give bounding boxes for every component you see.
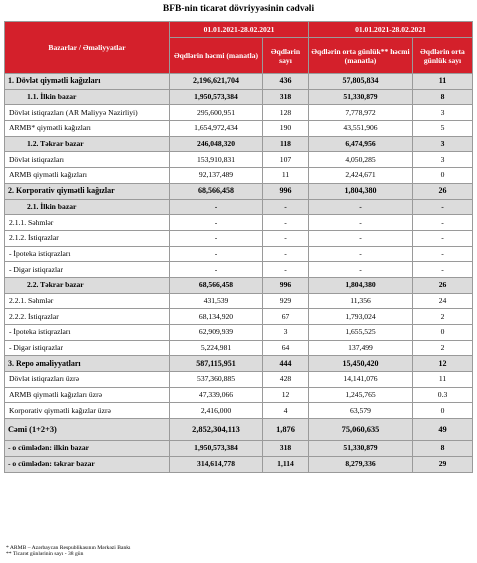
- table-row: [5, 309, 473, 325]
- cell-avg-volume: 137,499: [309, 340, 413, 356]
- header-count: Əqdlərin sayı: [263, 38, 309, 74]
- cell-count: 3: [263, 325, 309, 341]
- cell-avg-volume: 7,778,972: [309, 105, 413, 121]
- table-row: [5, 121, 473, 137]
- cell-volume: 587,115,951: [170, 356, 263, 372]
- table-row: [5, 199, 473, 215]
- row-label: 2.1.2. İstiqrazlar: [5, 230, 170, 246]
- cell-count: 4: [263, 403, 309, 419]
- cell-avg-volume: 6,474,956: [309, 136, 413, 152]
- row-label: - Digər istiqrazlar: [5, 340, 170, 356]
- table-row: [5, 419, 473, 441]
- cell-avg-volume: 57,805,834: [309, 74, 413, 90]
- cell-volume: 153,910,831: [170, 152, 263, 168]
- row-label: 1. Dövlət qiymətli kağızları: [5, 74, 170, 90]
- cell-count: 67: [263, 309, 309, 325]
- header-avg-count: Əqdlərin orta günlük sayı: [413, 38, 473, 74]
- cell-avg-volume: 1,245,765: [309, 387, 413, 403]
- row-label: ARMB* qiymətli kağızları: [5, 121, 170, 137]
- row-label: Korporativ qiymətli kağızlar üzrə: [5, 403, 170, 419]
- cell-avg-count: 5: [413, 121, 473, 137]
- header-period-1: 01.01.2021-28.02.2021: [170, 22, 309, 38]
- cell-avg-count: 29: [413, 456, 473, 472]
- table-row: [5, 325, 473, 341]
- cell-count: -: [263, 215, 309, 231]
- cell-avg-volume: 1,793,024: [309, 309, 413, 325]
- cell-count: 64: [263, 340, 309, 356]
- cell-avg-count: -: [413, 215, 473, 231]
- cell-count: 996: [263, 277, 309, 293]
- header-volume: Əqdlərin həcmi (manatla): [170, 38, 263, 74]
- header-label: Bazarlar / Əməliyyatlar: [5, 22, 170, 74]
- cell-volume: 295,600,951: [170, 105, 263, 121]
- cell-avg-count: 0: [413, 168, 473, 184]
- cell-volume: 2,416,000: [170, 403, 263, 419]
- row-label: ARMB qiymətli kağızları üzrə: [5, 387, 170, 403]
- cell-avg-volume: 14,141,076: [309, 372, 413, 388]
- cell-avg-count: 3: [413, 136, 473, 152]
- table-row: [5, 441, 473, 457]
- cell-avg-count: 0.3: [413, 387, 473, 403]
- cell-volume: -: [170, 246, 263, 262]
- cell-avg-count: -: [413, 262, 473, 278]
- cell-volume: 92,137,489: [170, 168, 263, 184]
- table-row: [5, 89, 473, 105]
- cell-avg-count: 8: [413, 89, 473, 105]
- cell-avg-volume: -: [309, 262, 413, 278]
- cell-volume: 2,196,621,704: [170, 74, 263, 90]
- cell-avg-volume: 8,279,336: [309, 456, 413, 472]
- cell-count: 128: [263, 105, 309, 121]
- cell-avg-volume: -: [309, 246, 413, 262]
- footnote-days: ** Ticarət günlərinin sayı - 38 gün: [6, 551, 84, 557]
- cell-volume: 62,909,939: [170, 325, 263, 341]
- table-row: [5, 152, 473, 168]
- cell-avg-volume: -: [309, 230, 413, 246]
- cell-volume: 2,852,304,113: [170, 419, 263, 441]
- cell-avg-volume: 1,655,525: [309, 325, 413, 341]
- cell-count: 12: [263, 387, 309, 403]
- cell-count: 444: [263, 356, 309, 372]
- cell-count: 1,114: [263, 456, 309, 472]
- table-row: [5, 387, 473, 403]
- table-row: [5, 356, 473, 372]
- cell-volume: 1,950,573,384: [170, 89, 263, 105]
- cell-volume: 314,614,778: [170, 456, 263, 472]
- table-row: [5, 74, 473, 90]
- cell-avg-volume: 11,356: [309, 293, 413, 309]
- cell-avg-volume: 75,060,635: [309, 419, 413, 441]
- cell-avg-count: 3: [413, 105, 473, 121]
- cell-avg-count: 8: [413, 441, 473, 457]
- table-body: [5, 74, 473, 473]
- row-label: 1.2. Təkrar bazar: [5, 136, 170, 152]
- cell-avg-count: 11: [413, 372, 473, 388]
- cell-volume: -: [170, 262, 263, 278]
- row-label: - o cümlədən: ilkin bazar: [5, 441, 170, 457]
- cell-count: -: [263, 262, 309, 278]
- cell-avg-count: 0: [413, 403, 473, 419]
- cell-avg-volume: 2,424,671: [309, 168, 413, 184]
- cell-avg-volume: 1,804,380: [309, 183, 413, 199]
- row-label: Dövlət istiqrazları üzrə: [5, 372, 170, 388]
- cell-avg-count: 26: [413, 277, 473, 293]
- cell-volume: 68,566,458: [170, 277, 263, 293]
- cell-count: 318: [263, 441, 309, 457]
- table-row: [5, 168, 473, 184]
- row-label: - o cümlədən: təkrar bazar: [5, 456, 170, 472]
- cell-volume: 246,048,320: [170, 136, 263, 152]
- cell-volume: 47,339,066: [170, 387, 263, 403]
- table-row: [5, 293, 473, 309]
- table-row: [5, 183, 473, 199]
- row-label: 2.1. İlkin bazar: [5, 199, 170, 215]
- row-label: 2. Korporativ qiymətli kağızlar: [5, 183, 170, 199]
- cell-avg-volume: 51,330,879: [309, 89, 413, 105]
- row-label: - Digər istiqrazlar: [5, 262, 170, 278]
- cell-avg-count: 2: [413, 309, 473, 325]
- cell-volume: 537,360,885: [170, 372, 263, 388]
- cell-volume: -: [170, 230, 263, 246]
- row-label: 2.2. Təkrar bazar: [5, 277, 170, 293]
- cell-avg-volume: 4,050,285: [309, 152, 413, 168]
- cell-avg-count: 12: [413, 356, 473, 372]
- cell-avg-count: 11: [413, 74, 473, 90]
- cell-count: 190: [263, 121, 309, 137]
- row-label: 2.1.1. Səhmlər: [5, 215, 170, 231]
- cell-avg-count: 3: [413, 152, 473, 168]
- cell-avg-count: 2: [413, 340, 473, 356]
- row-label: - İpoteka istiqrazları: [5, 246, 170, 262]
- table-row: [5, 246, 473, 262]
- cell-volume: 5,224,981: [170, 340, 263, 356]
- cell-count: 436: [263, 74, 309, 90]
- cell-avg-count: -: [413, 199, 473, 215]
- cell-volume: 68,566,458: [170, 183, 263, 199]
- row-label: 2.2.2. İstiqrazlar: [5, 309, 170, 325]
- cell-avg-count: 49: [413, 419, 473, 441]
- cell-volume: -: [170, 215, 263, 231]
- cell-avg-count: -: [413, 246, 473, 262]
- table-row: [5, 340, 473, 356]
- cell-avg-volume: 1,804,380: [309, 277, 413, 293]
- row-label: - İpoteka istiqrazları: [5, 325, 170, 341]
- cell-volume: 68,134,920: [170, 309, 263, 325]
- cell-count: 318: [263, 89, 309, 105]
- cell-avg-volume: 15,450,420: [309, 356, 413, 372]
- table-row: [5, 456, 473, 472]
- table-row: [5, 215, 473, 231]
- table-row: [5, 277, 473, 293]
- row-label: ARMB qiymətli kağızları: [5, 168, 170, 184]
- cell-count: 929: [263, 293, 309, 309]
- cell-avg-volume: 43,551,906: [309, 121, 413, 137]
- row-label: Dövlət istiqrazları (AR Maliyyə Nazirliyi): [5, 105, 170, 121]
- cell-count: 1,876: [263, 419, 309, 441]
- cell-avg-count: 24: [413, 293, 473, 309]
- row-label: 3. Repo əməliyyatları: [5, 356, 170, 372]
- cell-avg-count: -: [413, 230, 473, 246]
- table-row: [5, 403, 473, 419]
- cell-count: 428: [263, 372, 309, 388]
- cell-count: -: [263, 230, 309, 246]
- cell-avg-count: 0: [413, 325, 473, 341]
- cell-avg-volume: 51,330,879: [309, 441, 413, 457]
- cell-volume: 1,654,972,434: [170, 121, 263, 137]
- cell-count: -: [263, 199, 309, 215]
- cell-volume: -: [170, 199, 263, 215]
- footnote-armb: * ARMB – Azərbaycan Respublikasının Mərkəzi Bankı: [6, 545, 131, 551]
- cell-volume: 431,539: [170, 293, 263, 309]
- table-row: [5, 372, 473, 388]
- cell-avg-volume: -: [309, 199, 413, 215]
- cell-count: -: [263, 246, 309, 262]
- table-row: [5, 230, 473, 246]
- cell-count: 11: [263, 168, 309, 184]
- cell-count: 996: [263, 183, 309, 199]
- cell-count: 107: [263, 152, 309, 168]
- cell-avg-volume: -: [309, 215, 413, 231]
- table-row: [5, 262, 473, 278]
- cell-volume: 1,950,573,384: [170, 441, 263, 457]
- page-title: BFB-nin ticarət dövriyyəsinin cədvəli: [162, 4, 315, 14]
- row-label: Dövlət istiqrazları: [5, 152, 170, 168]
- trading-table: [4, 21, 473, 473]
- footnotes: [6, 545, 131, 557]
- table-row: [5, 136, 473, 152]
- row-label: Cəmi (1+2+3): [5, 419, 170, 441]
- header-period-2: 01.01.2021-28.02.2021: [309, 22, 473, 38]
- row-label: 1.1. İlkin bazar: [5, 89, 170, 105]
- header-avg-volume: Əqdlərin orta günlük** həcmi (manatla): [309, 38, 413, 74]
- table-row: [5, 105, 473, 121]
- cell-avg-volume: 63,579: [309, 403, 413, 419]
- row-label: 2.2.1. Səhmlər: [5, 293, 170, 309]
- cell-count: 118: [263, 136, 309, 152]
- cell-avg-count: 26: [413, 183, 473, 199]
